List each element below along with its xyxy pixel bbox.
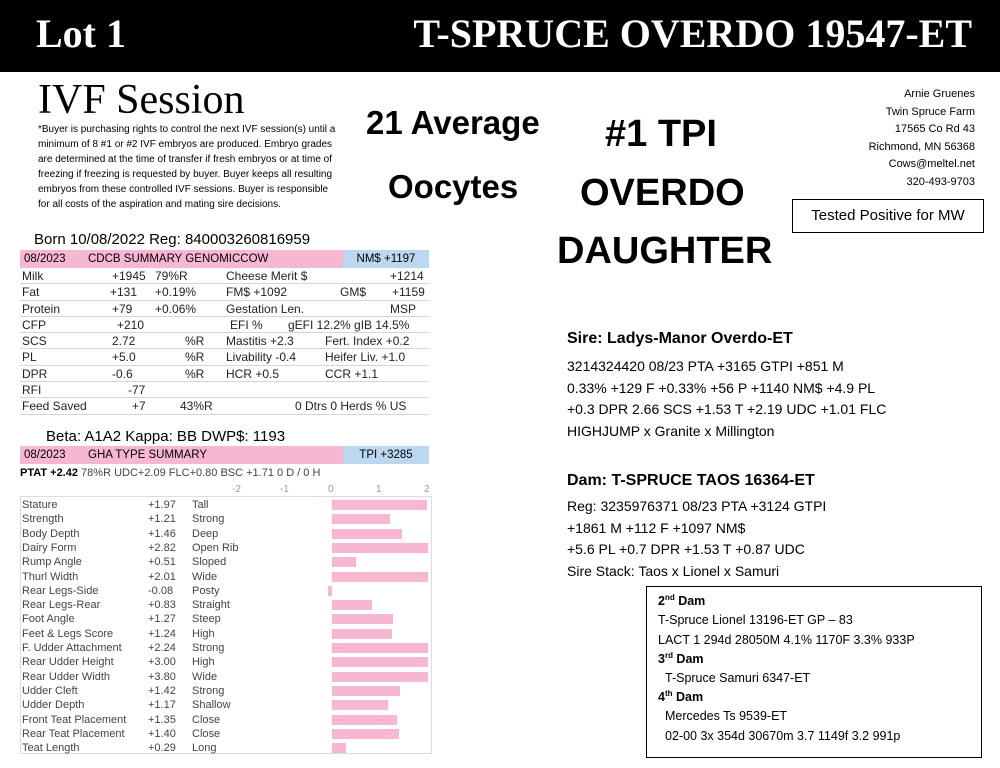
- chart-row: [20, 727, 432, 741]
- beta-kappa-line: Beta: A1A2 Kappa: BB DWP$: 1193: [46, 428, 286, 445]
- chart-row: [20, 555, 432, 569]
- third-dam-heading: 3rd Dam: [658, 651, 704, 667]
- chart-descriptor-label: Posty: [192, 584, 220, 597]
- lot-number: Lot 1: [36, 11, 126, 56]
- genomic-cell: Fert. Index +0.2: [325, 334, 410, 349]
- genomic-cell: HCR +0.5: [226, 366, 280, 381]
- dam-line: Sire Stack: Taos x Lionel x Samuri: [567, 562, 780, 579]
- chart-tick-label: 0: [328, 484, 334, 495]
- chart-row: [20, 541, 432, 555]
- chart-descriptor-label: High: [192, 627, 215, 640]
- chart-bar: [332, 543, 428, 553]
- chart-row: [20, 670, 432, 684]
- dam-line: Reg: 3235976371 08/23 PTA +3124 GTPI: [567, 498, 827, 514]
- chart-bar: [332, 643, 428, 653]
- genomic-cell: Livability -0.4: [226, 350, 297, 365]
- chart-bar: [332, 672, 428, 682]
- animal-name: T-SPRUCE OVERDO 19547-ET: [413, 11, 972, 56]
- chart-bar: [332, 729, 399, 739]
- genomic-row: [20, 382, 429, 398]
- chart-descriptor-label: Straight: [192, 599, 230, 612]
- chart-category-label: Udder Depth: [22, 699, 85, 712]
- chart-category-label: F. Udder Attachment: [22, 642, 122, 654]
- dam-heading: Dam: T-SPRUCE TAOS 16364-ET: [567, 472, 815, 489]
- chart-bar: [332, 629, 392, 639]
- chart-descriptor-label: Strong: [192, 684, 225, 697]
- genomic-row: [20, 398, 429, 414]
- chart-scale: [20, 484, 432, 496]
- chart-bar: [332, 686, 400, 696]
- second-dam-heading: 2nd Dam: [658, 593, 706, 609]
- chart-category-label: Strength: [22, 513, 64, 526]
- chart-value-label: -0.08: [148, 584, 174, 597]
- chart-value-label: +1.21: [148, 513, 176, 526]
- genomic-cell: MSP: [390, 301, 417, 316]
- chart-category-label: Thurl Width: [22, 570, 79, 583]
- chart-tick-label: 2: [424, 484, 430, 495]
- chart-descriptor-label: Close: [192, 713, 221, 726]
- chart-value-label: +1.42: [148, 684, 176, 697]
- genomic-cell: +0.06%: [155, 301, 197, 316]
- genomic-cell: +5.0: [112, 350, 136, 365]
- tpi-line-3: DAUGHTER: [557, 230, 773, 272]
- chart-descriptor-label: Shallow: [192, 699, 231, 712]
- genomic-cell: 0 Dtrs 0 Herds % US: [295, 399, 407, 414]
- genomic-cell: Heifer Liv. +1.0: [325, 350, 406, 365]
- contact-info: [869, 86, 975, 191]
- chart-descriptor-label: High: [192, 656, 215, 669]
- contact-phone: 320-493-9703: [906, 175, 975, 188]
- sire-line: HIGHJUMP x Granite x Millington: [567, 422, 775, 439]
- genomic-cell: DPR: [22, 366, 48, 381]
- genomic-cell: +1945: [112, 269, 146, 283]
- genomic-cell: Mastitis +2.3: [226, 334, 294, 349]
- chart-descriptor-label: Close: [192, 727, 221, 740]
- chart-value-label: +0.83: [148, 599, 176, 612]
- chart-category-label: Rump Angle: [22, 556, 82, 569]
- type-header: [20, 446, 429, 464]
- chart-value-label: +1.46: [148, 527, 176, 540]
- ivf-title: IVF Session: [38, 77, 245, 123]
- genomic-cell: +1159: [392, 285, 425, 300]
- genomic-rows: [20, 268, 429, 415]
- chart-row: [20, 598, 432, 612]
- genomic-title: CDCB SUMMARY GENOMICCOW: [88, 253, 269, 265]
- ptat-label: PTAT +2.42: [20, 467, 78, 479]
- chart-category-label: Rear Legs-Rear: [22, 599, 101, 612]
- genomic-row: [20, 366, 429, 382]
- genomic-cell: Protein: [22, 301, 61, 316]
- chart-row: [20, 627, 432, 641]
- ivf-note: *Buyer is purchasing rights to control the next IVF session(s) until a minimum of 8 #1 or #2 IVF embryos are produced. Embryo grades are determined at the time of transfer if fresh embryos or at time of freezing if freezing is requested by buyer. Buyer keeps all resulting embryos from these controlled IVF sessions. Buyer is responsible for all costs of the aspiration and mating sire decisions.: [38, 124, 336, 210]
- genomic-cell: %R: [185, 366, 205, 381]
- contact-city: Richmond, MN 56368: [868, 140, 975, 153]
- genomic-row: [20, 349, 429, 365]
- oocytes-line-1: 21 Average: [366, 104, 540, 141]
- dam-details: [567, 496, 826, 582]
- genomic-row: [20, 284, 429, 300]
- chart-category-label: Foot Angle: [22, 613, 75, 626]
- mw-status-box: Tested Positive for MW: [792, 199, 984, 233]
- chart-value-label: +0.29: [148, 742, 176, 755]
- chart-category-label: Rear Legs-Side: [22, 584, 99, 597]
- genomic-cell: %R: [185, 334, 205, 349]
- chart-row: [20, 698, 432, 712]
- chart-value-label: +2.82: [148, 541, 176, 554]
- chart-value-label: +1.27: [148, 613, 176, 626]
- chart-bar: [332, 514, 390, 524]
- genomic-cell: -0.6: [112, 366, 133, 381]
- fourth-dam-name: Mercedes Ts 9539-ET: [665, 709, 788, 723]
- chart-value-label: +3.80: [148, 670, 176, 683]
- tpi-line-1: #1 TPI: [605, 113, 717, 155]
- chart-value-label: +0.51: [148, 556, 176, 569]
- genomic-cell: SCS: [22, 334, 47, 349]
- chart-bar: [332, 700, 388, 710]
- ptat-line: [20, 464, 429, 482]
- chart-descriptor-label: Deep: [192, 527, 219, 540]
- chart-bar: [332, 614, 393, 624]
- genomic-cell: 79%R: [155, 269, 188, 283]
- chart-row: [20, 498, 432, 512]
- linear-type-chart: [20, 484, 432, 754]
- header-bar: [0, 0, 1000, 72]
- chart-value-label: +3.00: [148, 656, 176, 669]
- genomic-cell: +1214: [390, 269, 424, 283]
- contact-email: Cows@meltel.net: [888, 158, 975, 170]
- chart-bar: [328, 586, 332, 596]
- pedigree-box: [646, 586, 982, 758]
- genomic-cell: 2.72: [112, 334, 136, 349]
- chart-row: [20, 655, 432, 669]
- chart-value-label: +1.17: [148, 699, 176, 712]
- genomic-cell: RFI: [22, 383, 42, 398]
- sire-line: 3214324420 08/23 PTA +3165 GTPI +851 M: [567, 358, 844, 374]
- genomic-summary: [20, 250, 429, 415]
- chart-descriptor-label: Strong: [192, 513, 225, 526]
- genomic-row: [20, 268, 429, 284]
- genomic-cell: 43%R: [180, 399, 213, 414]
- genomic-cell: Fat: [22, 285, 40, 300]
- chart-row: [20, 584, 432, 598]
- genomic-cell: +7: [132, 399, 146, 414]
- type-summary: [20, 446, 429, 482]
- genomic-cell: CFP: [22, 317, 46, 332]
- chart-descriptor-label: Wide: [192, 570, 218, 583]
- chart-bar: [332, 600, 372, 610]
- genomic-row: [20, 333, 429, 349]
- chart-row: [20, 641, 432, 655]
- type-title: GHA TYPE SUMMARY: [88, 449, 208, 461]
- chart-value-label: +1.97: [148, 499, 176, 511]
- chart-category-label: Rear Teat Placement: [22, 727, 125, 740]
- chart-row: [20, 741, 432, 755]
- sire-line: 0.33% +129 F +0.33% +56 P +1140 NM$ +4.9 PL: [567, 379, 876, 396]
- genomic-header: [20, 250, 429, 268]
- chart-category-label: Feet & Legs Score: [22, 627, 114, 640]
- dam-line: +1861 M +112 F +1097 NM$: [567, 519, 746, 536]
- genomic-cell: Cheese Merit $: [226, 269, 308, 283]
- chart-tick-label: 1: [376, 484, 382, 495]
- type-date: 08/2023: [24, 449, 66, 461]
- genomic-cell: GM$: [340, 285, 367, 300]
- chart-descriptor-label: Wide: [192, 670, 218, 683]
- chart-row: [20, 527, 432, 541]
- chart-descriptor-label: Open Rib: [192, 541, 239, 554]
- chart-row: [20, 612, 432, 626]
- second-dam-name: T-Spruce Lionel 13196-ET GP – 83: [658, 613, 853, 627]
- chart-bar: [332, 715, 397, 725]
- chart-tick-label: -1: [280, 484, 289, 495]
- fourth-dam-heading: 4th Dam: [658, 689, 704, 705]
- sire-heading: Sire: Ladys-Manor Overdo-ET: [567, 330, 793, 347]
- chart-descriptor-label: Long: [192, 742, 217, 755]
- chart-category-label: Rear Udder Width: [22, 670, 111, 683]
- genomic-cell: Milk: [22, 269, 44, 283]
- genomic-date: 08/2023: [24, 253, 66, 265]
- chart-bar: [332, 500, 427, 510]
- type-tpi: TPI +3285: [343, 446, 429, 464]
- genomic-cell: Feed Saved: [22, 399, 87, 414]
- chart-tick-label: -2: [232, 484, 241, 495]
- genomic-cell: FM$ +1092: [226, 285, 288, 300]
- chart-bar: [332, 743, 346, 753]
- genomic-row: [20, 317, 429, 333]
- ptat-details: 78%R UDC+2.09 FLC+0.80 BSC +1.71 0 D / 0 H: [81, 467, 321, 479]
- chart-value-label: +1.24: [148, 627, 176, 640]
- chart-value-label: +2.24: [148, 642, 176, 654]
- chart-descriptor-label: Tall: [192, 499, 209, 511]
- chart-bar: [332, 657, 428, 667]
- chart-row: [20, 570, 432, 584]
- chart-category-label: Rear Udder Height: [22, 656, 114, 669]
- chart-bar: [332, 572, 428, 582]
- fourth-dam-record: 02-00 3x 354d 30670m 3.7 1149f 3.2 991p: [665, 729, 901, 743]
- genomic-row: [20, 301, 429, 317]
- chart-category-label: Dairy Form: [22, 541, 77, 554]
- chart-bar: [332, 557, 356, 567]
- chart-value-label: +2.01: [148, 570, 176, 583]
- contact-farm: Twin Spruce Farm: [885, 105, 975, 118]
- genomic-cell: +131: [110, 285, 138, 300]
- tpi-line-2: OVERDO: [580, 172, 745, 214]
- chart-category-label: Body Depth: [22, 527, 80, 540]
- chart-category-label: Front Teat Placement: [22, 713, 127, 726]
- genomic-cell: Gestation Len.: [226, 301, 305, 316]
- third-dam-name: T-Spruce Samuri 6347-ET: [665, 671, 811, 685]
- genomic-cell: PL: [22, 350, 37, 365]
- contact-name: Arnie Gruenes: [904, 88, 975, 100]
- chart-descriptor-label: Steep: [192, 613, 221, 626]
- genomic-cell: -77: [128, 383, 146, 398]
- chart-value-label: +1.40: [148, 727, 176, 740]
- genomic-cell: +79: [112, 301, 133, 316]
- sire-details: [567, 356, 886, 442]
- genomic-cell: %R: [185, 350, 205, 365]
- chart-descriptor-label: Strong: [192, 642, 225, 654]
- chart-row: [20, 713, 432, 727]
- chart-row: [20, 512, 432, 526]
- chart-descriptor-label: Sloped: [192, 556, 227, 569]
- second-dam-record: LACT 1 294d 28050M 4.1% 1170F 3.3% 933P: [658, 633, 915, 647]
- oocytes-line-2: Oocytes: [388, 168, 519, 205]
- born-reg-line: Born 10/08/2022 Reg: 840003260816959: [34, 231, 311, 248]
- genomic-cell: EFI %: [230, 317, 263, 332]
- chart-category-label: Stature: [22, 499, 58, 511]
- genomic-cell: gEFI 12.2% gIB 14.5%: [288, 317, 410, 332]
- chart-bar: [332, 529, 402, 539]
- chart-row: [20, 684, 432, 698]
- chart-value-label: +1.35: [148, 713, 176, 726]
- genomic-cell: +210: [117, 317, 145, 332]
- chart-category-label: Udder Cleft: [22, 684, 78, 697]
- genomic-cell: +0.19%: [155, 285, 197, 300]
- dam-line: +5.6 PL +0.7 DPR +1.53 T +0.87 UDC: [567, 541, 805, 557]
- sire-line: +0.3 DPR 2.66 SCS +1.53 T +2.19 UDC +1.01 FLC: [567, 401, 887, 417]
- genomic-cell: CCR +1.1: [325, 366, 379, 381]
- genomic-nm: NM$ +1197: [343, 250, 429, 268]
- contact-address: 17565 Co Rd 43: [894, 123, 975, 135]
- chart-category-label: Teat Length: [22, 742, 80, 755]
